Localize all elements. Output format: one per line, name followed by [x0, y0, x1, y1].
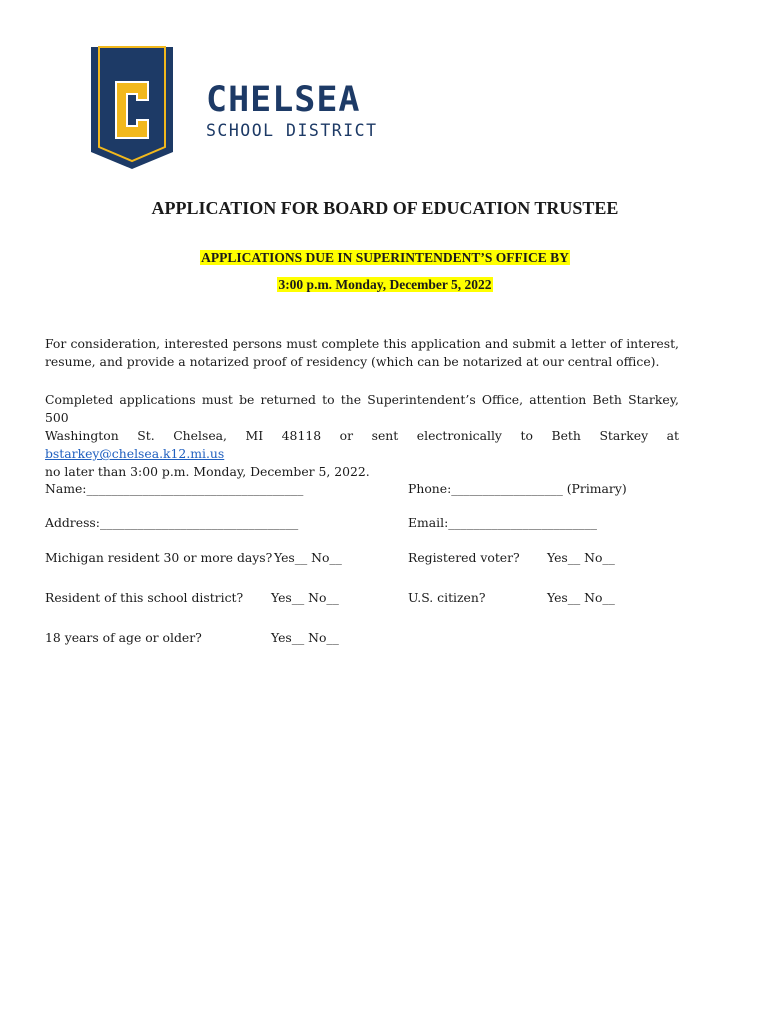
submission-line1: Completed applications must be returned to the Superintendent’s Office, attention Beth Starkey, 500: [45, 392, 679, 425]
instructions-line1: For consideration, interested persons must complete this application and submit a letter of interest,: [45, 336, 679, 351]
district-resident-label: Resident of this school district?: [45, 590, 244, 605]
name-field[interactable]: Name:___________________________________: [45, 481, 304, 496]
mi-resident-label: Michigan resident 30 or more days?: [45, 550, 273, 565]
email-field[interactable]: Email:________________________: [408, 515, 597, 530]
school-logo: [90, 46, 176, 172]
page-title: APPLICATION FOR BOARD OF EDUCATION TRUSTEE: [151, 198, 619, 218]
submission-line3: no later than 3:00 p.m. Monday, December 5, 2022.: [45, 464, 370, 479]
citizen-label: U.S. citizen?: [408, 590, 486, 605]
citizen-answer[interactable]: Yes__ No__: [547, 590, 615, 605]
brand-name: CHELSEA: [206, 80, 361, 120]
registered-voter-label: Registered voter?: [408, 550, 520, 565]
submission-line2-text: Washington St. Chelsea, MI 48118 or sent electronically to Beth Starkey at: [45, 428, 679, 443]
address-field[interactable]: Address:________________________________: [45, 515, 299, 530]
due-notice-highlight-1: APPLICATIONS DUE IN SUPERINTENDENT’S OFFICE BY: [201, 250, 569, 265]
due-notice-highlight-2: 3:00 p.m. Monday, December 5, 2022: [278, 277, 492, 292]
due-notice-line1: [0, 250, 770, 266]
brand-subtitle: SCHOOL DISTRICT: [206, 121, 378, 140]
age-label: 18 years of age or older?: [45, 630, 202, 645]
instructions-line2: resume, and provide a notarized proof of residency (which can be notarized at our central office).: [45, 354, 660, 369]
submission-paragraph: [45, 391, 679, 481]
instructions-paragraph: [45, 335, 679, 371]
district-resident-answer[interactable]: Yes__ No__: [271, 590, 339, 605]
age-answer[interactable]: Yes__ No__: [271, 630, 339, 645]
submission-line2: [45, 427, 679, 463]
registered-voter-answer[interactable]: Yes__ No__: [547, 550, 615, 565]
mi-resident-answer[interactable]: Yes__ No__: [274, 550, 342, 565]
logo-banner-outer: [91, 47, 173, 169]
email-link[interactable]: bstarkey@chelsea.k12.mi.us: [45, 446, 225, 461]
due-notice-line2: [0, 277, 770, 293]
phone-field[interactable]: Phone:__________________ (Primary): [408, 481, 627, 496]
